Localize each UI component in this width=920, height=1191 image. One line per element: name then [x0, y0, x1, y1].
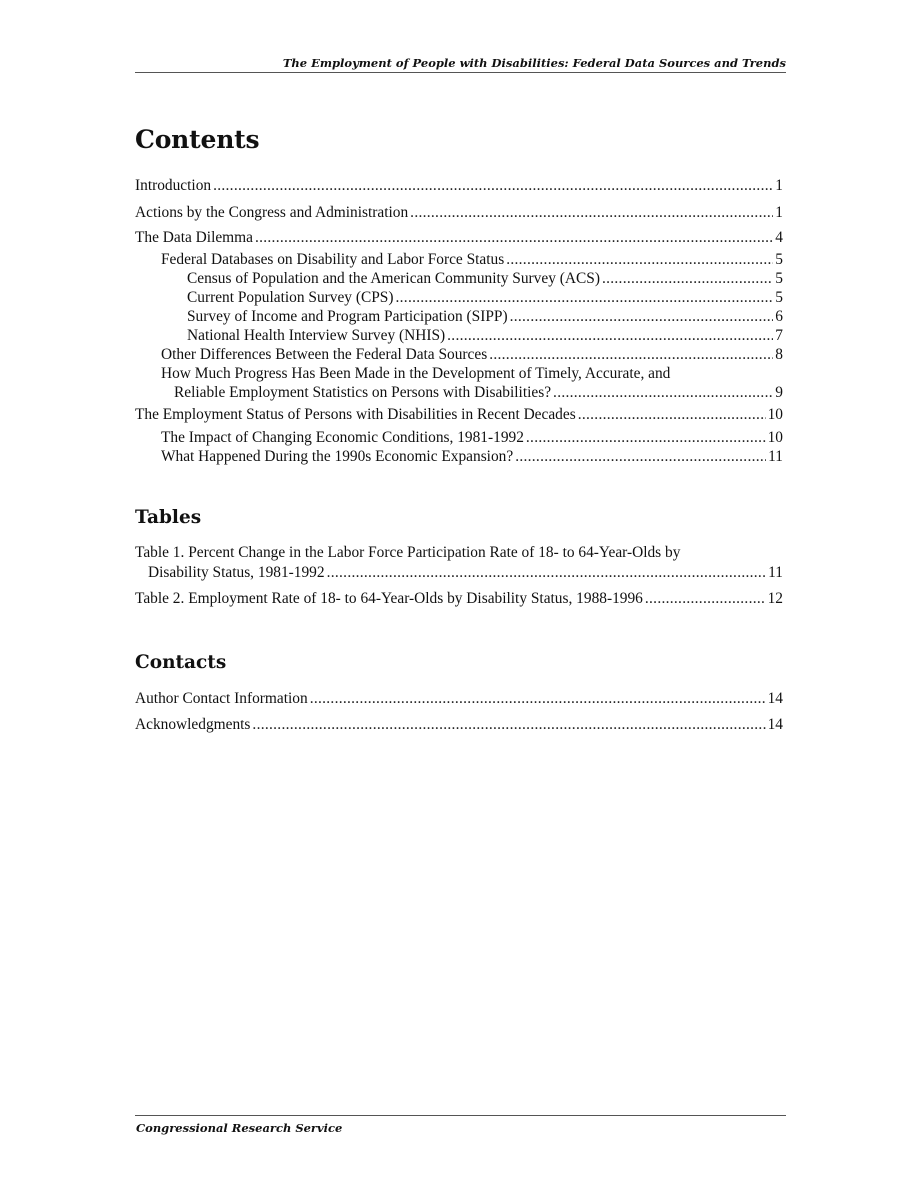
dot-leader: [489, 345, 773, 365]
contents-heading: Contents: [135, 125, 260, 154]
running-header: The Employment of People with Disabilities: Federal Data Sources and Trends: [282, 56, 786, 70]
toc-entry-page: 5: [775, 251, 783, 268]
toc-entry-text: Survey of Income and Program Participation (SIPP): [187, 308, 508, 325]
toc-entry-data-dilemma[interactable]: [135, 228, 783, 248]
toc-entry-text: The Employment Status of Persons with Disabilities in Recent Decades: [135, 406, 576, 423]
toc-entry-text: Current Population Survey (CPS): [187, 289, 394, 306]
toc-entry-page: 1: [775, 204, 783, 221]
toc-entry-nhis[interactable]: [187, 326, 783, 346]
toc-entry-text: National Health Interview Survey (NHIS): [187, 327, 446, 344]
dot-leader: [553, 383, 773, 403]
toc-entry-text: Table 2. Employment Rate of 18- to 64-Year-Olds by Disability Status, 1988-1996: [135, 590, 643, 607]
toc-entry-page: 14: [767, 716, 783, 733]
footer-rule: [135, 1115, 786, 1116]
toc-entry-page: 5: [775, 289, 783, 306]
dot-leader: [213, 176, 773, 196]
toc-entry-page: 6: [775, 308, 783, 325]
toc-entry-other-differences[interactable]: [161, 345, 783, 365]
toc-entry-acknowledgments[interactable]: [135, 715, 783, 735]
dot-leader: [327, 563, 767, 583]
toc-entry-federal-databases[interactable]: [161, 250, 783, 270]
dot-leader: [396, 288, 774, 308]
toc-entry-page: 10: [767, 429, 783, 446]
toc-entry-introduction[interactable]: [135, 176, 783, 196]
contacts-heading: Contacts: [135, 652, 227, 673]
toc-entry-text: Acknowledgments: [135, 716, 251, 733]
tables-heading: Tables: [135, 507, 202, 528]
toc-entry-text: Author Contact Information: [135, 690, 308, 707]
toc-entry-text: The Data Dilemma: [135, 229, 253, 246]
dot-leader: [310, 689, 766, 709]
dot-leader: [506, 250, 773, 270]
toc-entry-text: Census of Population and the American Community Survey (ACS): [187, 270, 600, 287]
toc-entry-page: 11: [768, 564, 783, 581]
toc-entry-text: Other Differences Between the Federal Data Sources: [161, 346, 488, 363]
header-rule: [135, 72, 786, 73]
toc-entry-text: Disability Status, 1981-1992: [148, 564, 325, 581]
dot-leader: [602, 269, 773, 289]
toc-entry-page: 4: [775, 229, 783, 246]
toc-entry-employment-status[interactable]: [135, 405, 783, 425]
toc-entry-page: 8: [775, 346, 783, 363]
toc-entry-text: Introduction: [135, 177, 212, 194]
running-footer: Congressional Research Service: [136, 1121, 343, 1135]
toc-entry-sipp[interactable]: [187, 307, 783, 327]
dot-leader: [510, 307, 774, 327]
toc-entry-actions[interactable]: [135, 203, 783, 223]
toc-entry-text: Federal Databases on Disability and Labor Force Status: [161, 251, 505, 268]
dot-leader: [515, 447, 766, 467]
toc-entry-author-contact[interactable]: [135, 689, 783, 709]
dot-leader: [447, 326, 773, 346]
toc-entry-page: 11: [768, 448, 783, 465]
toc-entry-1990s-expansion[interactable]: [161, 447, 783, 467]
toc-entry-page: 14: [767, 690, 783, 707]
toc-entry-page: 9: [775, 384, 783, 401]
toc-entry-page: 5: [775, 270, 783, 287]
toc-entry-page: 10: [767, 406, 783, 423]
toc-entry-progress-line1[interactable]: [161, 364, 783, 384]
toc-entry-text: Actions by the Congress and Administration: [135, 204, 409, 221]
toc-entry-page: 7: [775, 327, 783, 344]
toc-entry-economic-conditions[interactable]: [161, 428, 783, 448]
toc-entry-text: What Happened During the 1990s Economic Expansion?: [161, 448, 514, 465]
toc-entry-census-acs[interactable]: [187, 269, 783, 289]
dot-leader: [526, 428, 766, 448]
toc-entry-text: The Impact of Changing Economic Conditions, 1981-1992: [161, 429, 524, 446]
toc-entry-text: How Much Progress Has Been Made in the Development of Timely, Accurate, and: [161, 365, 671, 382]
toc-entry-table-1-line2[interactable]: [148, 563, 783, 583]
toc-entry-text: Table 1. Percent Change in the Labor Force Participation Rate of 18- to 64-Year-Olds by: [135, 544, 681, 561]
dot-leader: [578, 405, 766, 425]
dot-leader: [252, 715, 765, 735]
dot-leader: [410, 203, 773, 223]
toc-entry-cps[interactable]: [187, 288, 783, 308]
toc-entry-page: 1: [775, 177, 783, 194]
toc-entry-progress-line2[interactable]: [174, 383, 783, 403]
dot-leader: [255, 228, 773, 248]
toc-entry-page: 12: [767, 590, 783, 607]
dot-leader: [645, 589, 766, 609]
toc-entry-table-2[interactable]: [135, 589, 783, 609]
toc-entry-table-1-line1[interactable]: [135, 543, 783, 563]
toc-entry-text: Reliable Employment Statistics on Persons with Disabilities?: [174, 384, 552, 401]
